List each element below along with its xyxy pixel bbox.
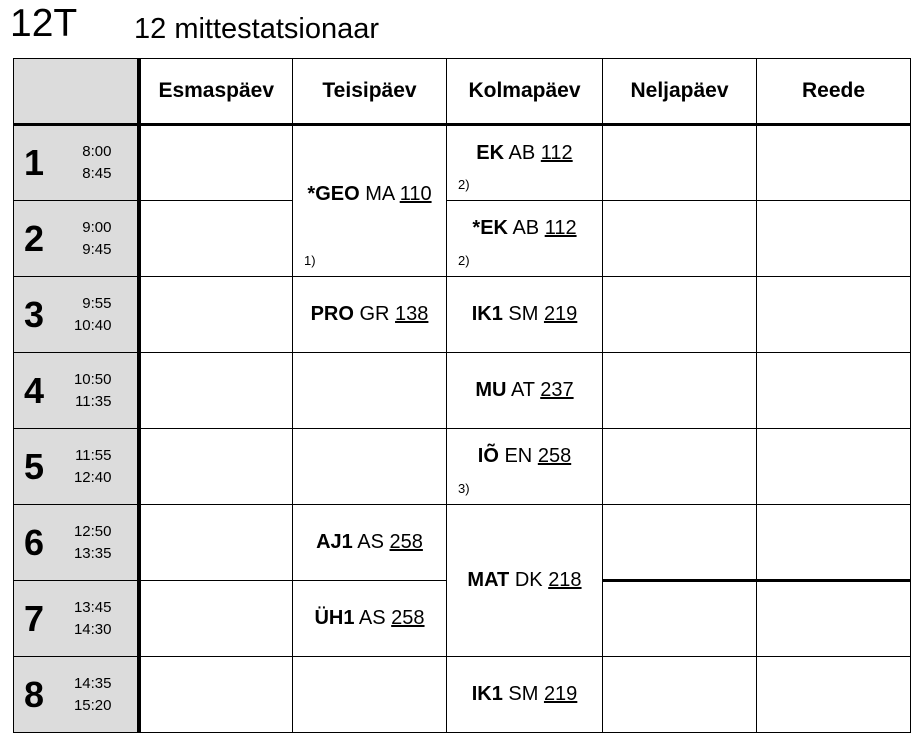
cell-fri-6 bbox=[757, 505, 911, 581]
cell-fri-2 bbox=[757, 201, 911, 277]
period-label-4 bbox=[14, 353, 139, 429]
cell-mon-7 bbox=[139, 581, 293, 657]
period-label-8 bbox=[14, 657, 139, 733]
lesson-teacher: DK bbox=[514, 569, 543, 591]
period-label-3 bbox=[14, 277, 139, 353]
period-row-4 bbox=[14, 353, 911, 429]
cell-fri-8 bbox=[757, 657, 911, 733]
day-header-tuesday: Teisipäev bbox=[293, 59, 447, 125]
lesson-tue-geo bbox=[293, 125, 447, 277]
period-times bbox=[74, 445, 112, 489]
lesson-wed-ek2 bbox=[447, 201, 603, 277]
period-start: 9:00 bbox=[82, 218, 112, 236]
period-start: 10:50 bbox=[73, 370, 112, 388]
class-title: 12 mittestatsionaar bbox=[134, 13, 380, 45]
period-number: 4 bbox=[24, 369, 45, 411]
cell-thu-2 bbox=[603, 201, 757, 277]
period-end: 15:20 bbox=[73, 696, 112, 714]
lesson-wed-ik1b bbox=[447, 657, 603, 733]
period-start: 9:55 bbox=[82, 294, 112, 312]
lesson-subject: IK1 bbox=[471, 303, 503, 325]
period-number: 5 bbox=[24, 445, 45, 487]
cell-fri-7 bbox=[757, 581, 911, 657]
lesson-room: 218 bbox=[548, 569, 582, 591]
period-times bbox=[74, 369, 112, 413]
cell-thu-4 bbox=[603, 353, 757, 429]
period-start: 12:50 bbox=[73, 522, 112, 540]
lesson-tue-pro bbox=[293, 277, 447, 353]
class-code: 12T bbox=[10, 2, 78, 45]
lesson-room: 110 bbox=[399, 182, 432, 205]
lesson-subject: PRO bbox=[310, 303, 354, 325]
period-label-1 bbox=[14, 125, 139, 201]
period-number: 1 bbox=[24, 142, 45, 183]
lesson-teacher: AT bbox=[510, 379, 535, 401]
period-end: 12:40 bbox=[73, 468, 112, 486]
period-label-7 bbox=[14, 581, 139, 657]
period-row-2 bbox=[14, 201, 911, 277]
period-label-5 bbox=[14, 429, 139, 505]
lesson-wed-mat bbox=[447, 505, 603, 657]
period-times bbox=[82, 141, 111, 185]
period-number: 8 bbox=[24, 673, 45, 715]
period-times bbox=[74, 597, 112, 641]
cell-thu-7 bbox=[603, 581, 757, 657]
lesson-wed-io bbox=[447, 429, 603, 505]
lesson-wed-ik1 bbox=[447, 277, 603, 353]
day-header-wednesday: Kolmapäev bbox=[447, 59, 603, 125]
lesson-tue-uh1 bbox=[293, 581, 447, 657]
period-end: 13:35 bbox=[73, 544, 112, 562]
lesson-subject: IK1 bbox=[471, 683, 503, 705]
lesson-teacher: SM bbox=[508, 303, 539, 325]
lesson-room: 258 bbox=[389, 531, 423, 553]
day-header-thursday: Neljapäev bbox=[603, 59, 757, 125]
cell-thu-5 bbox=[603, 429, 757, 505]
period-end: 9:45 bbox=[82, 240, 112, 258]
period-times bbox=[74, 293, 112, 337]
lesson-teacher: AB bbox=[508, 142, 536, 164]
lesson-teacher: AB bbox=[512, 217, 540, 239]
period-times bbox=[74, 521, 112, 565]
period-start: 13:45 bbox=[73, 598, 112, 616]
cell-fri-3 bbox=[757, 277, 911, 353]
corner-cell bbox=[14, 59, 139, 125]
period-times bbox=[74, 673, 112, 717]
lesson-subject: AJ1 bbox=[316, 531, 353, 553]
period-end: 11:35 bbox=[75, 392, 112, 410]
period-number: 6 bbox=[24, 521, 45, 563]
period-end: 8:45 bbox=[82, 165, 112, 182]
cell-thu-1 bbox=[603, 125, 757, 201]
lesson-note: 3) bbox=[458, 481, 470, 496]
period-end: 14:30 bbox=[73, 620, 112, 638]
lesson-teacher: AS bbox=[358, 607, 386, 629]
lesson-room: 258 bbox=[391, 607, 425, 629]
day-header-friday: Reede bbox=[757, 59, 911, 125]
cell-fri-4 bbox=[757, 353, 911, 429]
cell-mon-1 bbox=[139, 125, 293, 201]
lesson-wed-mu bbox=[447, 353, 603, 429]
lesson-subject: *GEO bbox=[307, 182, 360, 205]
lesson-subject: IÕ bbox=[477, 445, 499, 467]
lesson-teacher: EN bbox=[504, 445, 533, 467]
period-label-6 bbox=[14, 505, 139, 581]
lesson-room: 219 bbox=[543, 303, 578, 325]
day-header-monday: Esmaspäev bbox=[139, 59, 293, 125]
cell-mon-3 bbox=[139, 277, 293, 353]
lesson-teacher: MA bbox=[365, 182, 395, 205]
cell-mon-8 bbox=[139, 657, 293, 733]
lesson-subject: ÜH1 bbox=[314, 607, 355, 629]
period-row-1 bbox=[14, 125, 911, 201]
cell-thu-3 bbox=[603, 277, 757, 353]
lesson-note: 2) bbox=[458, 253, 470, 268]
cell-thu-8 bbox=[603, 657, 757, 733]
lesson-teacher: GR bbox=[359, 303, 390, 325]
lesson-room: 237 bbox=[540, 379, 574, 401]
cell-mon-6 bbox=[139, 505, 293, 581]
period-start: 8:00 bbox=[82, 143, 112, 160]
period-number: 3 bbox=[24, 293, 45, 335]
timetable bbox=[13, 58, 911, 733]
lesson-room: 112 bbox=[544, 217, 577, 239]
lesson-subject: MAT bbox=[467, 569, 510, 591]
cell-fri-1 bbox=[757, 125, 911, 201]
lesson-wed-ek bbox=[447, 125, 603, 201]
period-row-5 bbox=[14, 429, 911, 505]
period-row-6 bbox=[14, 505, 911, 581]
period-row-3 bbox=[14, 277, 911, 353]
cell-mon-2 bbox=[139, 201, 293, 277]
lesson-tue-aj1 bbox=[293, 505, 447, 581]
cell-mon-4 bbox=[139, 353, 293, 429]
cell-tue-4 bbox=[293, 353, 447, 429]
period-number: 2 bbox=[24, 217, 45, 259]
period-row-8 bbox=[14, 657, 911, 733]
header-row bbox=[14, 59, 911, 125]
period-times bbox=[82, 217, 111, 261]
cell-mon-5 bbox=[139, 429, 293, 505]
lesson-teacher: AS bbox=[357, 531, 384, 553]
period-start: 11:55 bbox=[75, 446, 112, 464]
lesson-room: 258 bbox=[537, 445, 572, 467]
lesson-note: 2) bbox=[458, 177, 470, 192]
lesson-room: 219 bbox=[543, 683, 578, 705]
cell-tue-8 bbox=[293, 657, 447, 733]
lesson-room: 112 bbox=[540, 142, 573, 164]
cell-tue-5 bbox=[293, 429, 447, 505]
period-start: 14:35 bbox=[73, 674, 112, 692]
cell-thu-6 bbox=[603, 505, 757, 581]
period-number: 7 bbox=[24, 597, 45, 639]
period-end: 10:40 bbox=[73, 316, 112, 334]
lesson-subject: MU bbox=[475, 379, 507, 401]
period-label-2 bbox=[14, 201, 139, 277]
lesson-teacher: SM bbox=[508, 683, 539, 705]
lesson-subject: EK bbox=[476, 142, 505, 164]
lesson-room: 138 bbox=[395, 303, 429, 325]
cell-fri-5 bbox=[757, 429, 911, 505]
lesson-subject: *EK bbox=[472, 217, 508, 239]
lesson-note: 1) bbox=[304, 253, 316, 268]
